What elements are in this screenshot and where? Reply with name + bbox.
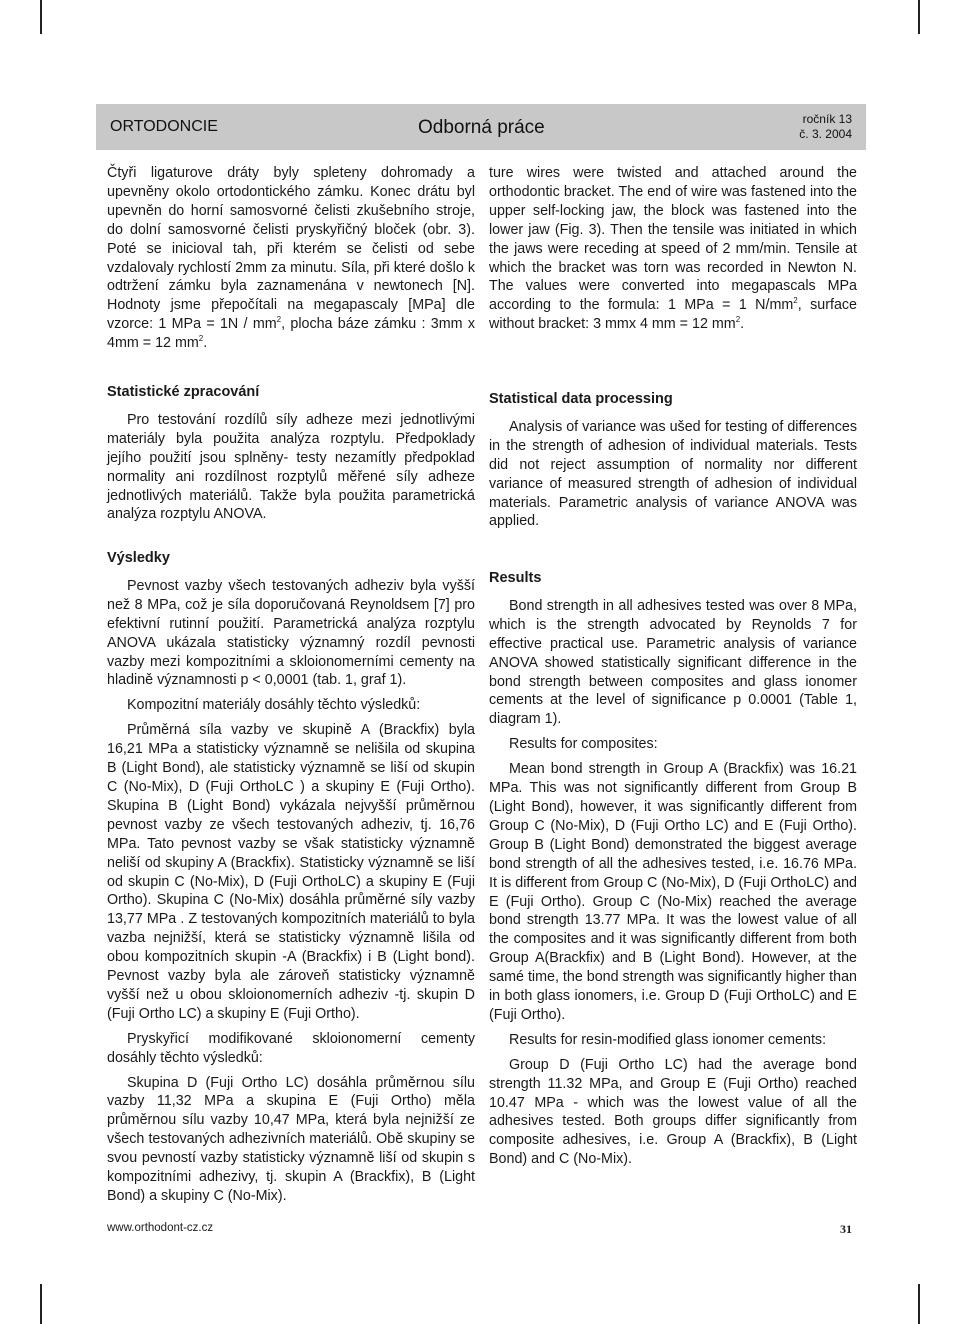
cz-results-paragraph-2: Kompozitní materiály dosáhly těchto výsledků: [127, 697, 421, 714]
crop-mark-bottom-left [40, 1284, 42, 1324]
cz-results-paragraph-1: Pevnost vazby všech testovaných adheziv byla vyšší než 8 MPa, což je síla doporučovaná Reynoldsem [7] pro efektivní rutinní použití. Parametrická analýza rozptylu ANOVA ukázala statisticky významný rozdíl pevnosti vazby mezi kompozitními a skloionomerními cementy na hladině významnosti p < 0,0001 (tab. 1, graf 1). [107, 577, 475, 689]
en-results-heading: Results [489, 570, 542, 586]
cz-results-section [107, 549, 475, 1206]
header-section: ORTODONCIE [110, 118, 218, 135]
cz-statistics-text: Pro testování rozdílů síly adheze mezi jednotlivými materiály byla použita analýza rozptylu. Předpoklady jejího použití jsou splněny- testy nezamítly předpoklad normality ani rozdílnost rozptylů měřené síly adheze jednotlivých materiálů. Takže byla použita parametrická analýza rozptylu ANOVA. [107, 411, 475, 523]
cz-results-paragraph-3: Průměrná síla vazby ve skupině A (Brackfix) byla 16,21 MPa a statisticky významně se nelišila od skupina B (Light Bond), ale statisticky významně se liší od skupin C (No-Mix), D (Fuji OrthoLC ) a skupiny E (Fuji Ortho). Skupina B (Light Bond) vykázala nejvyšší průměrnou pevnost vazby ze všech testovaných adheziv, tj. 16,76 MPa. Tato pevnost vazby se však statisticky významně neliší od skupiny A (Brackfix). Statisticky významně se liší od skupin C (No-Mix), D (Fuji OrthoLC) a skupiny E (Fuji Ortho). Skupina C (No-Mix) dosáhla průměrné síly vazby 13,77 MPa . Z testovaných kompozitních materiálů to byla vazba nejnižší, která se statisticky významně lišila od obou kompozitních skupin -A (Brackfix) i B (Light bond). Pevnost vazby byla ale zároveň statisticky významně vyšší než u obou skloionomerních adheziv -tj. skupin D (Fuji Ortho LC) a skupiny E (Fuji Ortho). [107, 722, 475, 1022]
cz-results-paragraph-4: Pryskyřicí modifikované skloionomerní cementy dosáhly těchto výsledků: [107, 1030, 475, 1066]
header-title: Odborná práce [418, 117, 545, 138]
en-results-paragraph-5: Group D (Fuji Ortho LC) had the average bond strength 11.32 MPa, and Group E (Fuji Ortho) reached 10.47 MPa - which was the lowest value of all the adhesives tested. Both groups differ significantly from composite adhesives, i.e. Group A (Brackfix), B (Light Bond) and C (No-Mix). [489, 1056, 857, 1168]
cz-statistics-heading: Statistické zpracování [107, 384, 260, 400]
cz-results-paragraph-5: Skupina D (Fuji Ortho LC) dosáhla průměrnou sílu vazby 11,32 MPa a skupina E (Fuji Ortho) měla průměrnou sílu vazby 10,47 MPa, která byla nejnižší ze všech testovaných adhezivních materiálů. Obě skupiny se svou pevností vazby statisticky významně liší od skupin s kompozitními adhezivy, tj. skupin A (Brackfix), B (Light Bond) a skupiny C (No-Mix). [107, 1074, 475, 1204]
header-volume: ročník 13 [802, 112, 852, 126]
en-statistics-section [489, 390, 857, 531]
en-intro-block [489, 164, 857, 334]
page-number: 31 [840, 1222, 852, 1236]
en-results-paragraph-3: Mean bond strength in Group A (Brackfix) was 16.21 MPa. This was not significantly different from Group B (Light Bond), however, it was significantly different from Group C (No-Mix), D (Fuji Ortho LC) and E (Fuji Ortho). Group B (Light Bond) demonstrated the biggest average bond strength of all the adhesives tested, i.e. 16.76 MPa. It is different from Group C (No-Mix), D (Fuji OrthoLC) and E (Fuji Ortho). Group C (No-Mix) reached the average bond strength 13.77 MPa. It was the lowest value of all the composites and it was significantly different from both Group A(Brackfix) and B (Light Bond). However, at the samé time, the bond strength was significantly higher than in both glass ionomers, i.e. Group D (Fuji OrthoLC) and E (Fuji Ortho). [489, 761, 857, 1023]
header-issue-info [799, 112, 852, 142]
crop-mark-bottom-right [918, 1284, 920, 1324]
footer-url: www.orthodont-cz.cz [107, 1222, 214, 1234]
en-results-paragraph-2: Results for composites: [509, 736, 658, 753]
cz-intro-block [107, 164, 475, 353]
en-statistics-text: Analysis of variance was ušed for testing of differences in the strength of adhesion of individual materials. Tests did not reject assumption of normality nor different variance of measured strength of adhesion of individual materials. Parametric analysis of variance ANOVA was applied. [489, 418, 857, 530]
en-statistics-heading: Statistical data processing [489, 391, 673, 407]
cz-intro-paragraph: Čtyři ligaturove dráty byly spleteny dohromady a upevněny okolo ortodontického zámku. Konec drátu byl upevněn do horní samosvorné čelisti zkušebního stroje, do dolní samosvorné čelisti pryskyřičný bloček (obr. 3). Poté se inicioval tah, při kterém se čelisti od sebe vzdalovaly rychlostí 2mm za minutu. Síla, při které došlo k odtržení zámku byla zaznamenána v newtonech [N]. Hodnoty jsme přepočítali na megapascaly [MPa] dle vzorce: 1 MPa = $1N / mm^2$, plocha báze zámku : 3mm x 4mm = 12 $mm^2$. [107, 165, 475, 352]
en-results-section [489, 569, 857, 1169]
page-header [96, 104, 866, 150]
en-intro-paragraph: ture wires were twisted and attached around the orthodontic bracket. The end of wire was fastened into the upper self-locking jaw, the block was fastened into the lower jaw (Fig. 3). Then the tensile was initiated in which the jaws were receding at speed of 2 mm/min. Tensile at which the bracket was torn was recorded in Newton N. The values were converted into megapascals MPa according to the formula: 1 MPa = 1 $N/mm^2$, surface without bracket: 3 mmx 4 mm = 12 $mm^2$. [489, 165, 857, 333]
header-issue: č. 3. 2004 [799, 127, 852, 141]
cz-statistics-section [107, 383, 475, 524]
crop-mark-top-left [40, 0, 42, 34]
en-results-paragraph-4: Results for resin-modified glass ionomer cements: [509, 1031, 827, 1048]
en-results-paragraph-1: Bond strength in all adhesives tested was over 8 MPa, which is the strength advocated by Reynolds 7 for effective practical use. Parametric analysis of variance ANOVA showed statistically significant difference in the bond strength between composites and glass ionomer cements at the level of significance p 0.0001 (Table 1, diagram 1). [489, 597, 857, 728]
cz-results-heading: Výsledky [107, 550, 170, 566]
crop-mark-top-right [918, 0, 920, 34]
